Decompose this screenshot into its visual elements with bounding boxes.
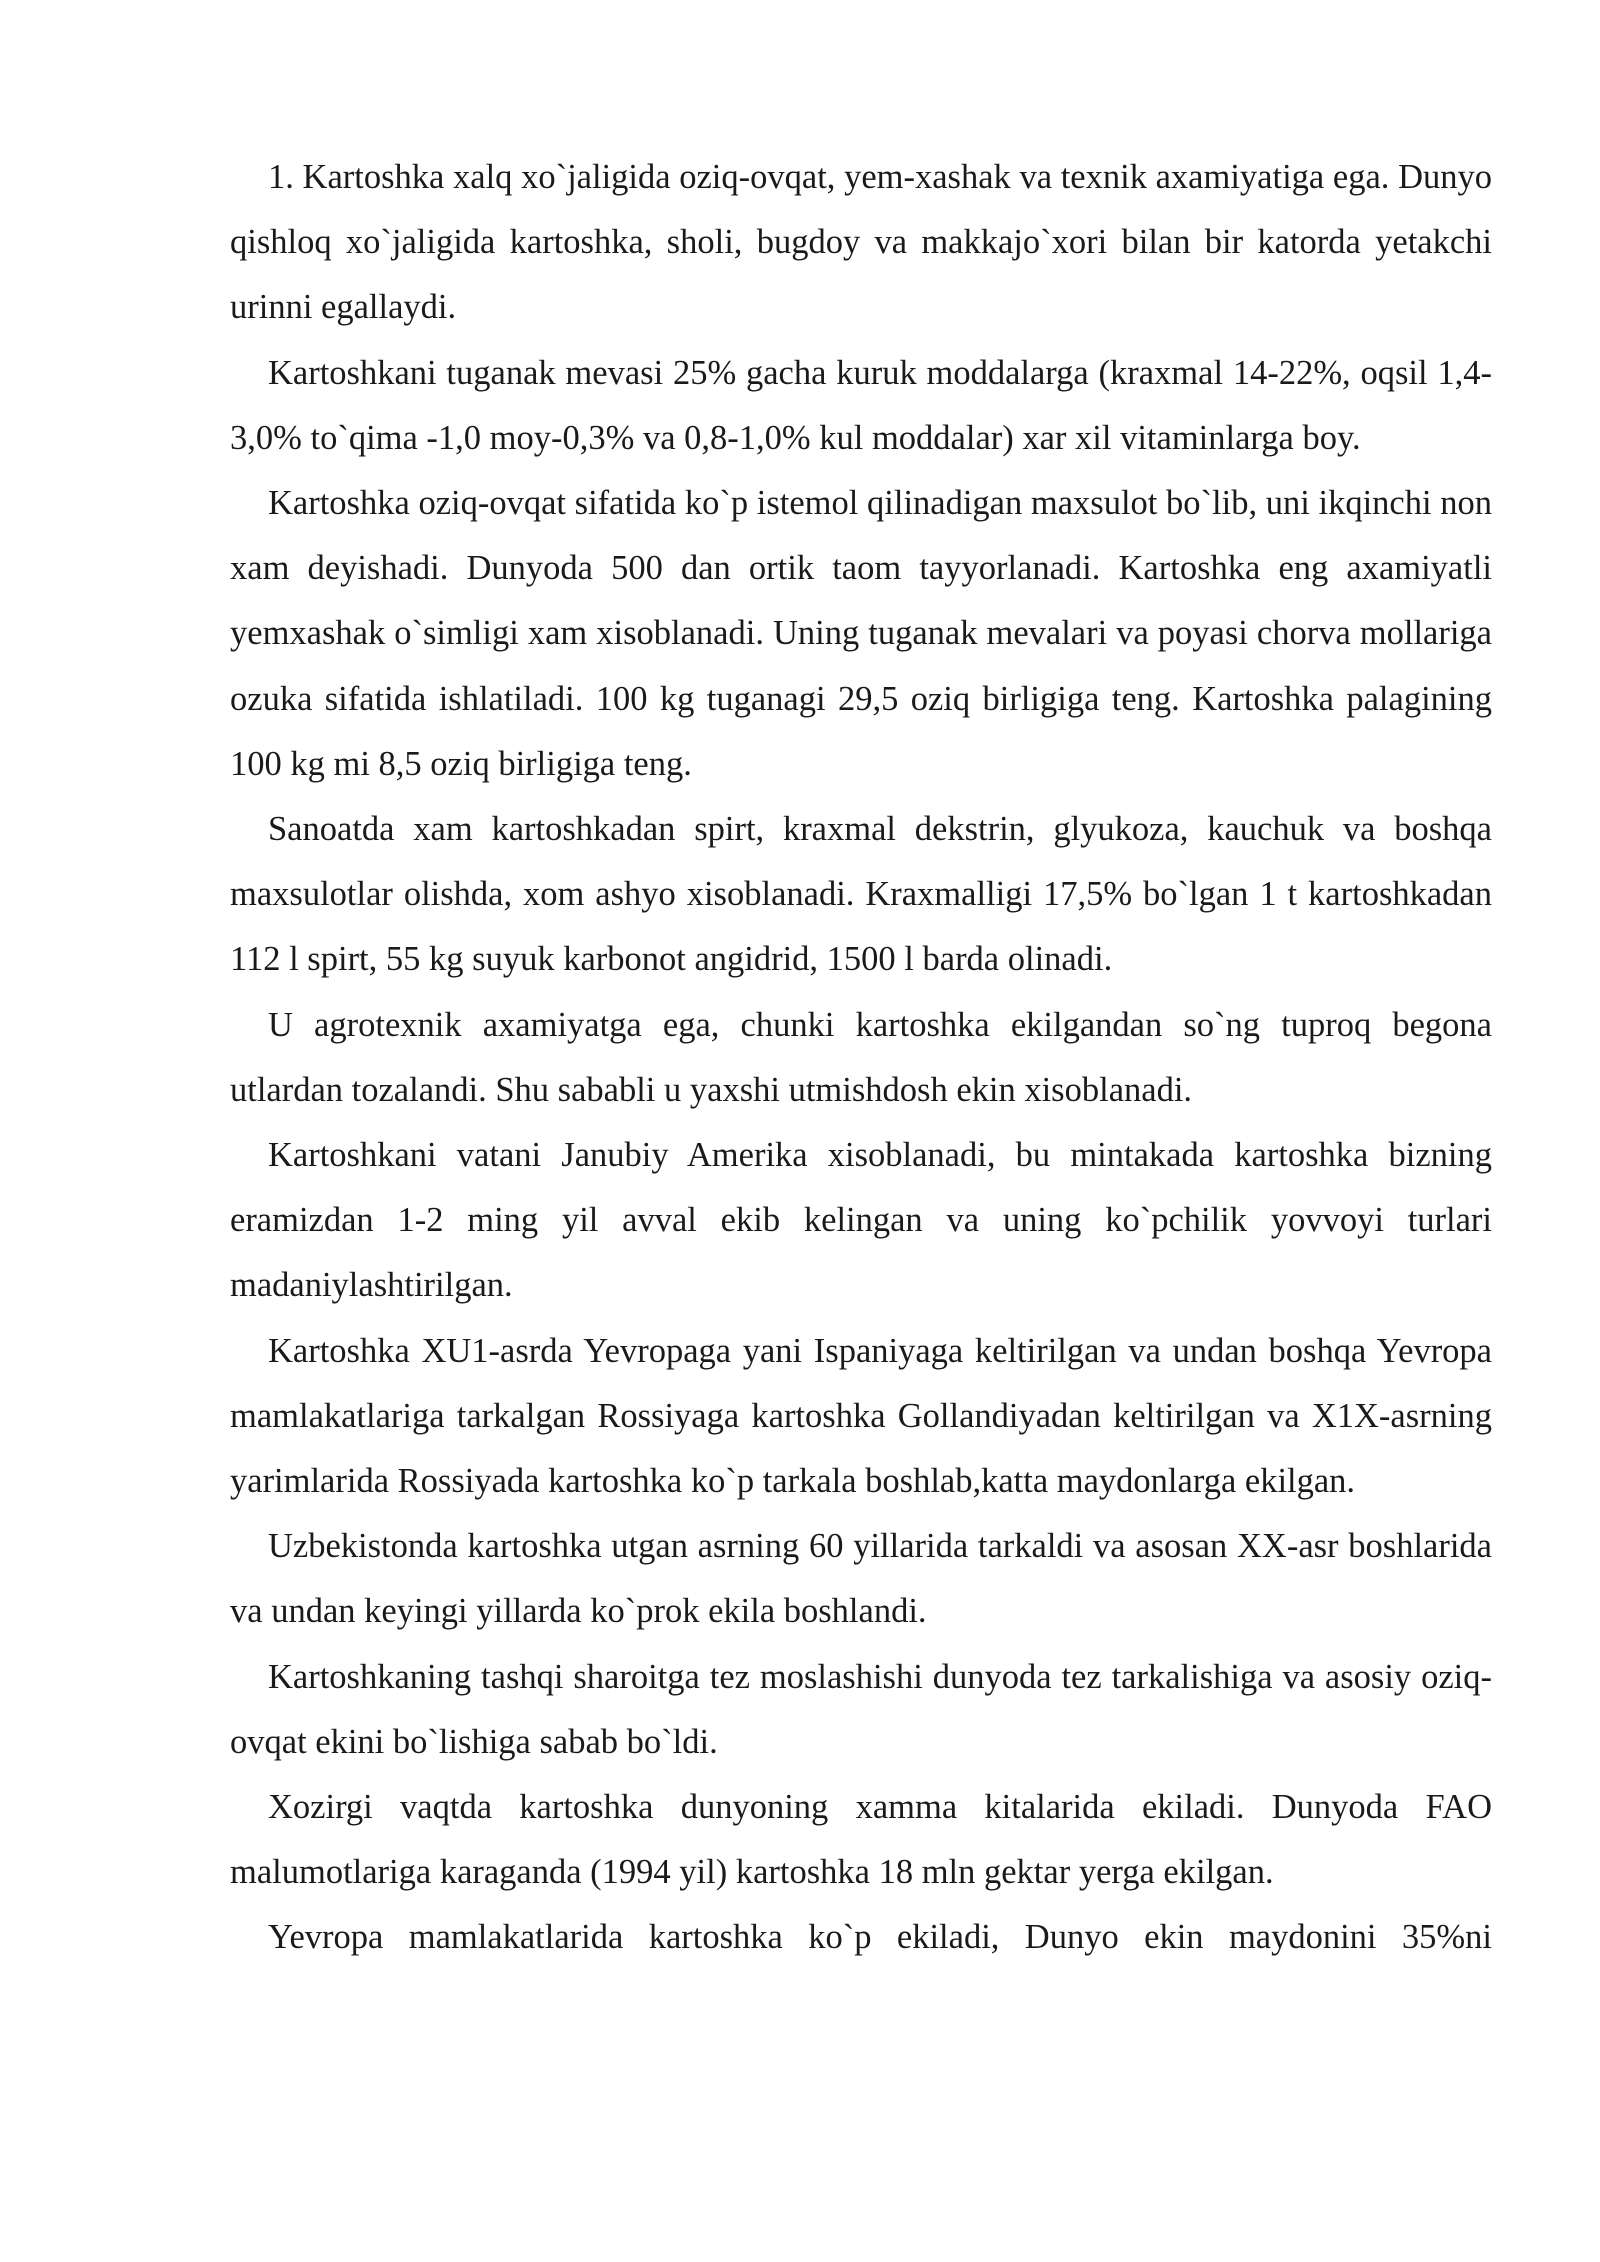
paragraph-9: Kartoshkaning tashqi sharoitga tez moslashishi dunyoda tez tarkalishiga va asosiy oziq-ovqat ekini bo`lishiga sabab bo`ldi. xyxy=(230,1657,1492,1761)
paragraph-1: 1. Kartoshka xalq xo`jaligida oziq-ovqat, yem-xashak va texnik axamiyatiga ega. Dunyo qishloq xo`jaligida kartoshka, sholi, bugdoy va makkajo`xori bilan bir katorda yetakchi urinni egallaydi. xyxy=(230,158,1492,327)
paragraph-8: Uzbekistonda kartoshka utgan asrning 60 yillarida tarkaldi va asosan XX-asr boshlarida va undan keyingi yillarda ko`prok ekila boshlandi. xyxy=(230,1527,1492,1631)
paragraph-10: Xozirgi vaqtda kartoshka dunyoning xamma kitalarida ekiladi. Dunyoda FAO malumotlariga karaganda (1994 yil) kartoshka 18 mln gektar yerga ekilgan. xyxy=(230,1788,1492,1892)
paragraph-3: Kartoshka oziq-ovqat sifatida ko`p istemol qilinadigan maxsulot bo`lib, uni ikqinchi non xam deyishadi. Dunyoda 500 dan ortik taom tayyorlanadi. Kartoshka eng axamiyatli yemxashak o`simligi xam xisoblanadi. Uning tuganak mevalari va poyasi chorva mollariga ozuka sifatida ishlatiladi. 100 kg tuganagi 29,5 oziq birligiga teng. Kartoshka palagining 100 kg mi 8,5 oziq birligiga teng. xyxy=(230,484,1492,783)
paragraph-7: Kartoshka XU1-asrda Yevropaga yani Ispaniyaga keltirilgan va undan boshqa Yevropa mamlakatlariga tarkalgan Rossiyaga kartoshka Gollandiyadan keltirilgan va X1X-asrning yarimlarida Rossiyada kartoshka ko`p tarkala boshlab,katta maydonlarga ekilgan. xyxy=(230,1331,1492,1501)
paragraph-2: Kartoshkani tuganak mevasi 25% gacha kuruk moddalarga (kraxmal 14-22%, oqsil 1,4-3,0% to`qima -1,0 moy-0,3% va 0,8-1,0% kul moddalar) xar xil vitaminlarga boy. xyxy=(230,353,1492,457)
paragraph-4: Sanoatda xam kartoshkadan spirt, kraxmal dekstrin, glyukoza, kauchuk va boshqa maxsulotlar olishda, xom ashyo xisoblanadi. Kraxmalligi 17,5% bo`lgan 1 t kartoshkadan 112 l spirt, 55 kg suyuk karbonot angidrid, 1500 l barda olinadi. xyxy=(230,810,1492,979)
document-page xyxy=(230,145,1492,1971)
paragraph-6: Kartoshkani vatani Janubiy Amerika xisoblanadi, bu mintakada kartoshka bizning eramizdan 1-2 ming yil avval ekib kelingan va uning ko`pchilik yovvoyi turlari madaniylashtirilgan. xyxy=(230,1136,1492,1305)
paragraph-11: Yevropa mamlakatlarida kartoshka ko`p ekiladi, Dunyo ekin maydonini 35%ni xyxy=(268,1918,1492,1957)
paragraph-5: U agrotexnik axamiyatga ega, chunki kartoshka ekilgandan so`ng tuproq begona utlardan tozalandi. Shu sababli u yaxshi utmishdosh ekin xisoblanadi. xyxy=(230,1005,1492,1109)
